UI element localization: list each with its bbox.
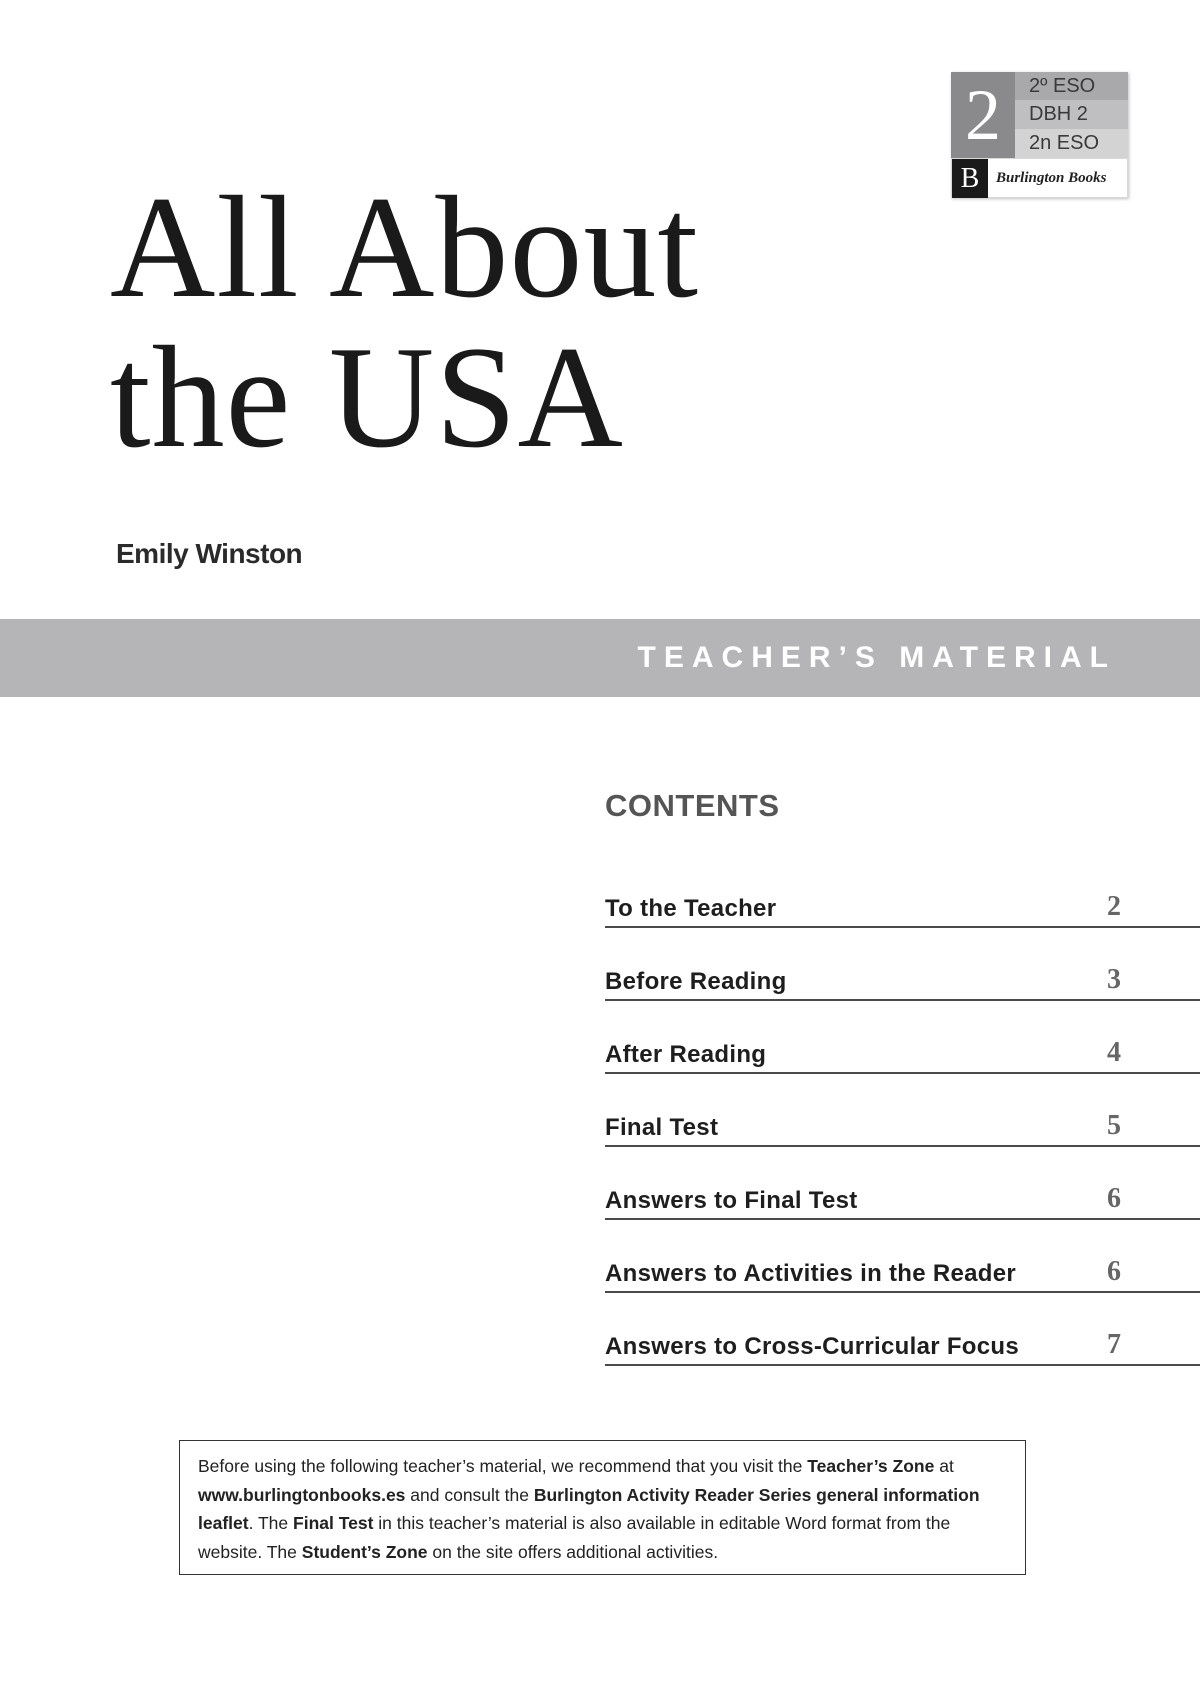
level-row: DBH 2: [1015, 100, 1128, 129]
toc-item-page: 6: [1107, 1256, 1121, 1287]
students-zone-emphasis: Student’s Zone: [301, 1541, 428, 1562]
publisher-brand: [951, 158, 1128, 198]
book-title: [110, 166, 700, 478]
note-text: . The: [248, 1513, 294, 1533]
section-banner: [0, 619, 1200, 697]
toc-item-page: 4: [1107, 1037, 1121, 1068]
toc-item: [605, 1001, 1200, 1074]
toc-item-page: 2: [1107, 891, 1121, 922]
website-link[interactable]: www.burlingtonbooks.es: [198, 1484, 406, 1505]
toc-item-label: Answers to Final Test: [605, 1187, 858, 1214]
toc-item-label: Before Reading: [605, 968, 787, 995]
toc-item-label: Answers to Activities in the Reader: [605, 1260, 1017, 1287]
level-badge: [951, 72, 1128, 198]
note-text: in this teacher’s material is also available in editable Word format from the website. The: [198, 1513, 951, 1562]
contents-heading: CONTENTS: [605, 788, 780, 823]
publisher-logo: B: [952, 159, 988, 198]
final-test-emphasis: Final Test: [293, 1513, 374, 1533]
banner-label: TEACHER’S MATERIAL: [637, 641, 1116, 674]
note-text: at: [934, 1456, 954, 1476]
level-number: 2: [951, 72, 1015, 158]
table-of-contents: [605, 855, 1200, 1366]
note-text: Before using the following teacher’s material, we recommend that you visit the: [198, 1456, 808, 1476]
note-text: on the site offers additional activities.: [427, 1541, 719, 1562]
toc-item: [605, 928, 1200, 1001]
toc-item: [605, 1074, 1200, 1147]
toc-item-page: 6: [1107, 1183, 1121, 1214]
toc-item: [605, 1293, 1200, 1366]
title-line-2: the USA: [110, 316, 624, 478]
title-line-1: All About: [110, 166, 700, 328]
toc-item-page: 3: [1107, 964, 1121, 995]
toc-item-label: To the Teacher: [605, 895, 777, 922]
note-text: and consult the: [405, 1484, 534, 1505]
toc-item-page: 7: [1107, 1329, 1121, 1360]
publisher-name: Burlington Books: [996, 170, 1107, 186]
toc-item-label: Answers to Cross-Curricular Focus: [605, 1333, 1019, 1360]
toc-item: [605, 1220, 1200, 1293]
teachers-zone-emphasis: Teacher’s Zone: [807, 1456, 935, 1476]
toc-item-label: After Reading: [605, 1041, 767, 1068]
leaflet-emphasis: Burlington Activity Reader Series general information leaflet: [198, 1484, 980, 1533]
level-row: 2º ESO: [1015, 72, 1128, 100]
toc-item: [605, 1147, 1200, 1220]
toc-item: [605, 855, 1200, 928]
toc-item-label: Final Test: [605, 1114, 719, 1141]
toc-item-page: 5: [1107, 1110, 1121, 1141]
teacher-note-box: [179, 1440, 1026, 1575]
author-name: Emily Winston: [116, 538, 303, 569]
level-row: 2n ESO: [1015, 129, 1128, 158]
